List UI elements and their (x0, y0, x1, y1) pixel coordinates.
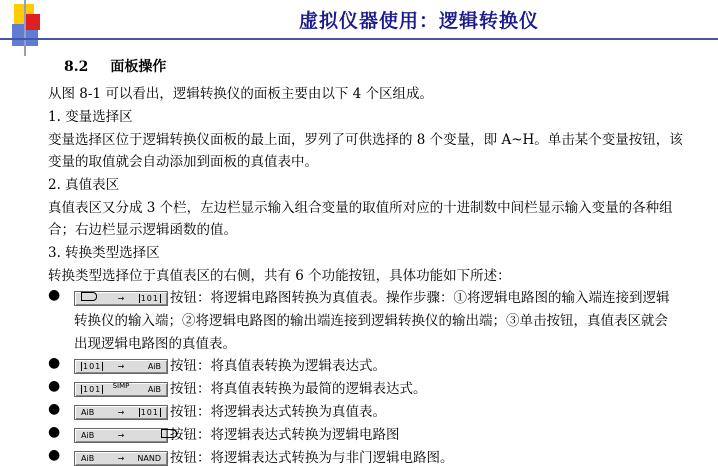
expression-icon: AiB (81, 408, 95, 417)
list-item (74, 377, 427, 397)
item1-heading: 1. 变量选择区 (48, 109, 133, 125)
list-item-text: 按钮：将真值表转换为最简的逻辑表达式。 (170, 381, 427, 397)
truth-table-icon: 101 (83, 385, 102, 394)
expression-icon: AiB (81, 454, 95, 463)
item3-heading: 3. 转换类型选择区 (48, 245, 160, 261)
list-item (74, 286, 670, 306)
header-divider (0, 38, 718, 40)
item1-line2: 变量的取值就会自动添加到面板的真值表中。 (48, 154, 318, 170)
item2-line1: 真值表区又分成 3 个栏，左边栏显示输入组合变量的取值所对应的十进制数中间栏显示输入变量的各种组 (48, 200, 673, 216)
truth-table-icon: 101 (140, 408, 159, 417)
section-title: 面板操作 (110, 59, 167, 75)
nand-icon: NAND (137, 454, 161, 463)
bullet-icon: ● (48, 355, 61, 371)
arrow-icon: → (117, 454, 125, 463)
list-item-text: 按钮：将真值表转换为逻辑表达式。 (170, 358, 386, 374)
arrow-icon: → (117, 294, 125, 303)
intro-paragraph: 从图 8-1 可以看出，逻辑转换仪的面板主要由以下 4 个区组成。 (48, 86, 433, 102)
list-item-text: 出现逻辑电路图的真值表。 (74, 336, 236, 352)
list-item (74, 423, 400, 443)
bullet-icon: ● (48, 424, 61, 440)
list-item-text: 按钮：将逻辑表达式转换为真值表。 (170, 404, 386, 420)
bullet-icon: ● (48, 401, 61, 417)
list-item-text: 按钮：将逻辑表达式转换为与非门逻辑电路图。 (170, 450, 454, 466)
item2-line2: 合；右边栏显示逻辑函数的值。 (48, 222, 237, 238)
arrow-icon: → (117, 362, 125, 371)
truth-table-icon: 101 (83, 362, 102, 371)
expression-to-circuit-button[interactable] (74, 428, 168, 443)
list-item (74, 446, 454, 466)
list-item-text: 转换仪的输入端；②将逻辑电路图的输出端连接到逻辑转换仪的输出端；③单击按钮，真值表区就会 (74, 313, 668, 329)
section-heading (64, 56, 166, 76)
truth-table-to-simplified-expression-button[interactable] (74, 382, 168, 397)
truth-table-icon: 101 (140, 294, 159, 303)
list-item (74, 400, 386, 420)
expression-to-truth-table-button[interactable] (74, 405, 168, 420)
list-item (74, 354, 386, 374)
list-item-text: 按钮：将逻辑表达式转换为逻辑电路图 (170, 427, 400, 443)
expression-to-nand-circuit-button[interactable] (74, 451, 168, 466)
item1-line1: 变量选择区位于逻辑转换仪面板的最上面，罗列了可供选择的 8 个变量，即 A~H。单击某个变量按钮，该 (48, 132, 683, 148)
simplify-icon: SIMP (112, 382, 130, 390)
arrow-icon: → (117, 408, 125, 417)
section-number: 8.2 (64, 59, 89, 75)
item3-line1: 转换类型选择位于真值表区的右侧，共有 6 个功能按钮，具体功能如下所述： (48, 268, 511, 284)
arrow-icon: → (117, 431, 125, 440)
bullet-icon: ● (48, 378, 61, 394)
page-title: 虚拟仪器使用：逻辑转换仪 (298, 10, 539, 32)
expression-icon: AiB (81, 431, 95, 440)
expression-icon: AiB (147, 385, 161, 394)
bullet-icon: ● (48, 447, 61, 463)
bullet-icon: ● (48, 287, 61, 303)
truth-table-to-expression-button[interactable] (74, 359, 168, 374)
circuit-to-truth-table-button[interactable] (74, 291, 168, 306)
list-item-text: 按钮：将逻辑电路图转换为真值表。操作步骤：①将逻辑电路图的输入端连接到逻辑 (170, 290, 670, 306)
expression-icon: AiB (147, 362, 161, 371)
item2-heading: 2. 真值表区 (48, 177, 120, 193)
